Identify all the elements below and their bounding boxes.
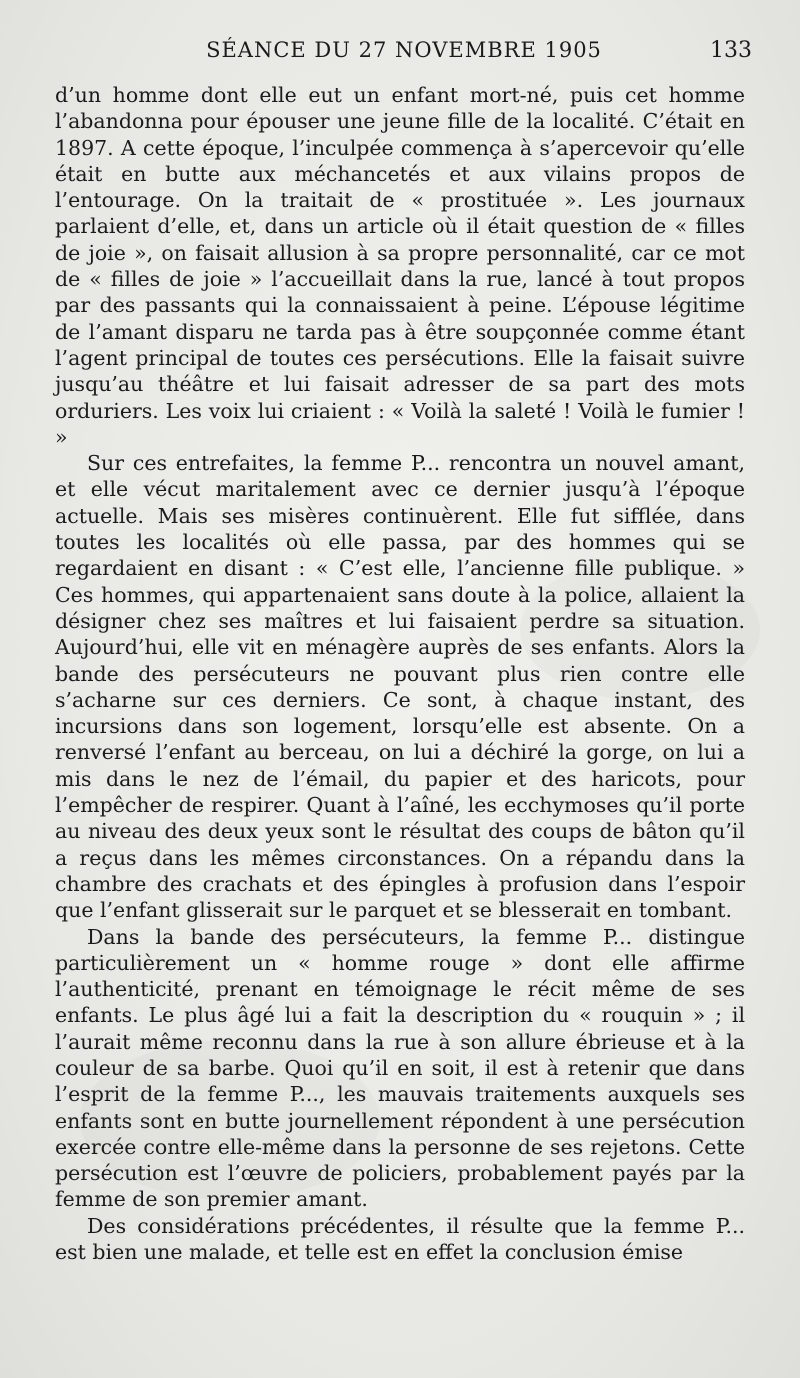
paragraph: Sur ces entrefaites, la femme P... rencontra un nouvel amant, et elle vécut maritalement avec ce dernier jusqu’à l’époque actuelle. Mais ses misères continuèrent. Elle fut sifflée, dans toutes les localités où elle passa, par des hommes qui se regardaient en disant : « C’est elle, l’ancienne fille publique. » Ces hommes, qui appartenaient sans doute à la police, allaient la désigner chez ses maîtres et lui faisaient perdre sa situation. Aujourd’hui, elle vit en ménagère auprès de ses enfants. Alors la bande des persécuteurs ne pouvant plus rien contre elle s’acharne sur ces derniers. Ce sont, à chaque instant, des incursions dans son logement, lorsqu’elle est absente. On a renversé l’enfant au berceau, on lui a déchiré la gorge, on lui a mis dans le nez de l’émail, du papier et des haricots, pour l’empêcher de respirer. Quant à l’aîné, les ecchymoses qu’il porte au niveau des deux yeux sont le résultat des coups de bâton qu’il a reçus dans les mêmes circonstances. On a répandu dans la chambre des crachats et des épingles à profusion dans l’espoir que l’enfant glisserait sur le parquet et se blesserait en tombant. — [55, 451, 745, 923]
page-number: 133 — [710, 38, 752, 63]
body-text — [55, 82, 745, 1265]
running-title: SÉANCE DU 27 NOVEMBRE 1905 — [206, 38, 602, 62]
running-head — [56, 38, 752, 72]
paragraph: Dans la bande des persécuteurs, la femme P... distingue particulièrement un « homme rouge » dont elle affirme l’authenticité, prenant en témoignage le récit même de ses enfants. Le plus âgé lui a fait la description du « rouquin » ; il l’aurait même reconnu dans la rue à son allure ébrieuse et à la couleur de sa barbe. Quoi qu’il en soit, il est à retenir que dans l’esprit de la femme P..., les mauvais traitements auxquels ses enfants sont en butte journellement répondent à une persécution exercée contre elle-même dans la personne de ses rejetons. Cette persécution est l’œuvre de policiers, probablement payés par la femme de son premier amant. — [55, 924, 745, 1212]
paragraph: Des considérations précédentes, il résulte que la femme P... est bien une malade, et telle est en effet la conclusion émise — [55, 1213, 745, 1265]
paragraph-continued: d’un homme dont elle eut un enfant mort-né, puis cet homme l’abandonna pour épouser une jeune fille de la localité. C’était en 1897. A cette époque, l’inculpée commença à s’apercevoir qu’elle était en butte aux méchancetés et aux vilains propos de l’entourage. On la traitait de « prostituée ». Les journaux parlaient d’elle, et, dans un article où il était question de « filles de joie », on faisait allusion à sa propre personnalité, car ce mot de « filles de joie » l’accueillait dans la rue, lancé à tout propos par des passants qui la connaissaient à peine. L’épouse légitime de l’amant disparu ne tarda pas à être soupçonnée comme étant l’agent principal de toutes ces persécutions. Elle la faisait suivre jusqu’au théâtre et lui faisait adresser de sa part des mots orduriers. Les voix lui criaient : « Voilà la saleté ! Voilà le fumier ! » — [55, 83, 745, 449]
